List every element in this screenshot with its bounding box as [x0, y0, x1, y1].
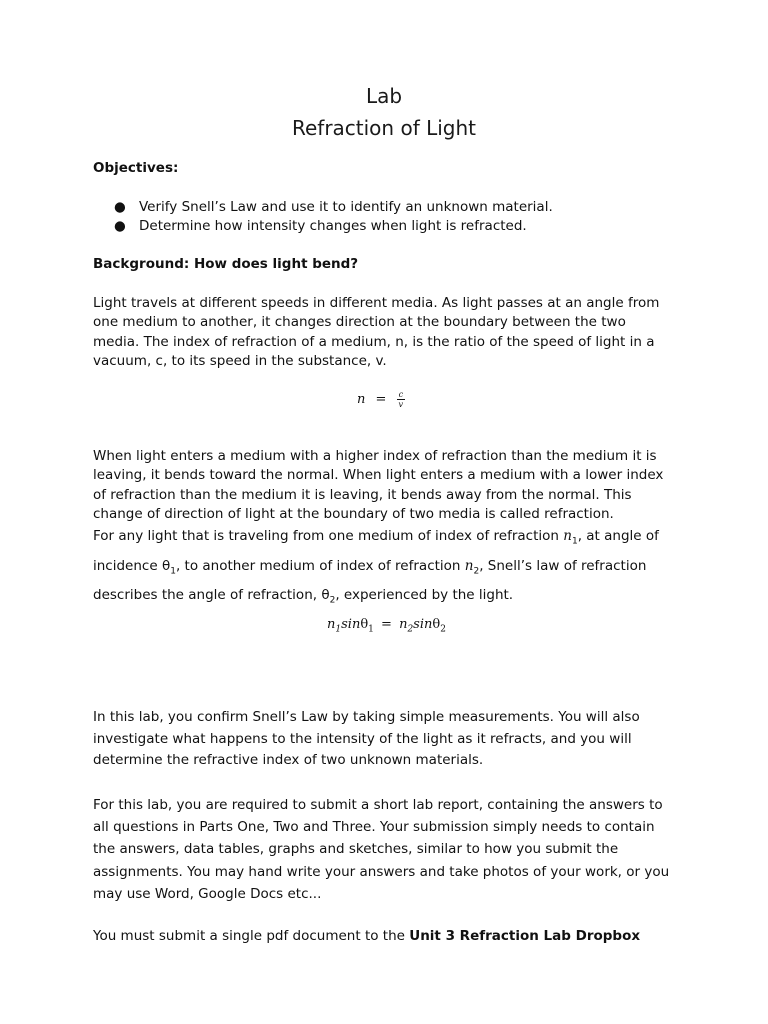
bullet-icon: ● — [114, 199, 126, 215]
text-line: Light travels at different speeds in different media. As light passes at an angle from — [93, 295, 660, 311]
background-paragraph — [93, 294, 683, 371]
text-line: For any light that is traveling from one medium of index of refraction $n_1$, at angle of — [93, 528, 659, 547]
page-subtitle: Refraction of Light — [291, 116, 477, 140]
snell-equation: $n_1\sin\theta_1 = n_2\sin\theta_2$ — [327, 617, 446, 635]
text-line: In this lab, you confirm Snell’s Law by taking simple measurements. You will also — [93, 709, 640, 725]
text-line: incidence $\theta_1$, to another medium of index of refraction $n_2$, Snell’s law of refraction — [93, 557, 647, 577]
text-line: For this lab, you are required to submit a short lab report, containing the answers to — [93, 797, 663, 813]
lab-intro-paragraph — [93, 707, 683, 772]
objective-item: Verify Snell’s Law and use it to identify an unknown material. — [139, 199, 553, 215]
eq-fraction — [397, 390, 405, 409]
text-line: determine the refractive index of two unknown materials. — [93, 752, 484, 768]
text-line: of refraction than the medium it is leaving, it bends away from the normal. This — [93, 486, 632, 503]
refraction-paragraph — [93, 447, 683, 524]
background-heading: Background: How does light bend? — [93, 256, 359, 272]
objective-item: Determine how intensity changes when light is refracted. — [139, 218, 527, 234]
text-line: change of direction of light at the boundary of two media is called refraction. — [93, 505, 614, 522]
eq-operator: = — [375, 392, 387, 407]
final-instruction: You must submit a single pdf document to the Unit 3 Refraction Lab Dropbox — [93, 928, 641, 944]
snell-paragraph — [93, 524, 683, 613]
text-line: one medium to another, it changes direction at the boundary between the two — [93, 314, 626, 331]
text-line: media. The index of refraction of a medium, n, is the ratio of the speed of light in a — [93, 333, 655, 350]
text-line: may use Word, Google Docs etc... — [93, 885, 322, 902]
text-line: When light enters a medium with a higher index of refraction than the medium it is — [93, 448, 657, 464]
text-line: investigate what happens to the intensity of the light as it refracts, and you will — [93, 730, 632, 747]
bullet-icon: ● — [114, 218, 126, 234]
text-line: assignments. You may hand write your answers and take photos of your work, or you — [93, 863, 670, 880]
dropbox-name: Unit 3 Refraction Lab Dropbox — [409, 928, 641, 944]
eq-lhs: n — [357, 392, 366, 407]
text-line: the answers, data tables, graphs and sketches, similar to how you submit the — [93, 841, 619, 858]
text-line: all questions in Parts One, Two and Three. Your submission simply needs to contain — [93, 819, 655, 836]
objectives-heading: Objectives: — [93, 160, 179, 176]
page-title: Lab — [365, 84, 403, 108]
index-equation — [357, 390, 405, 409]
text-line: vacuum, c, to its speed in the substance, v. — [93, 352, 387, 369]
eq-denominator: v — [398, 400, 404, 409]
eq-numerator: c — [398, 390, 404, 399]
text-line: describes the angle of refraction, $\theta_2$, experienced by the light. — [93, 587, 514, 607]
submission-paragraph — [93, 794, 683, 905]
text-line: leaving, it bends toward the normal. When light enters a medium with a lower index — [93, 467, 664, 484]
